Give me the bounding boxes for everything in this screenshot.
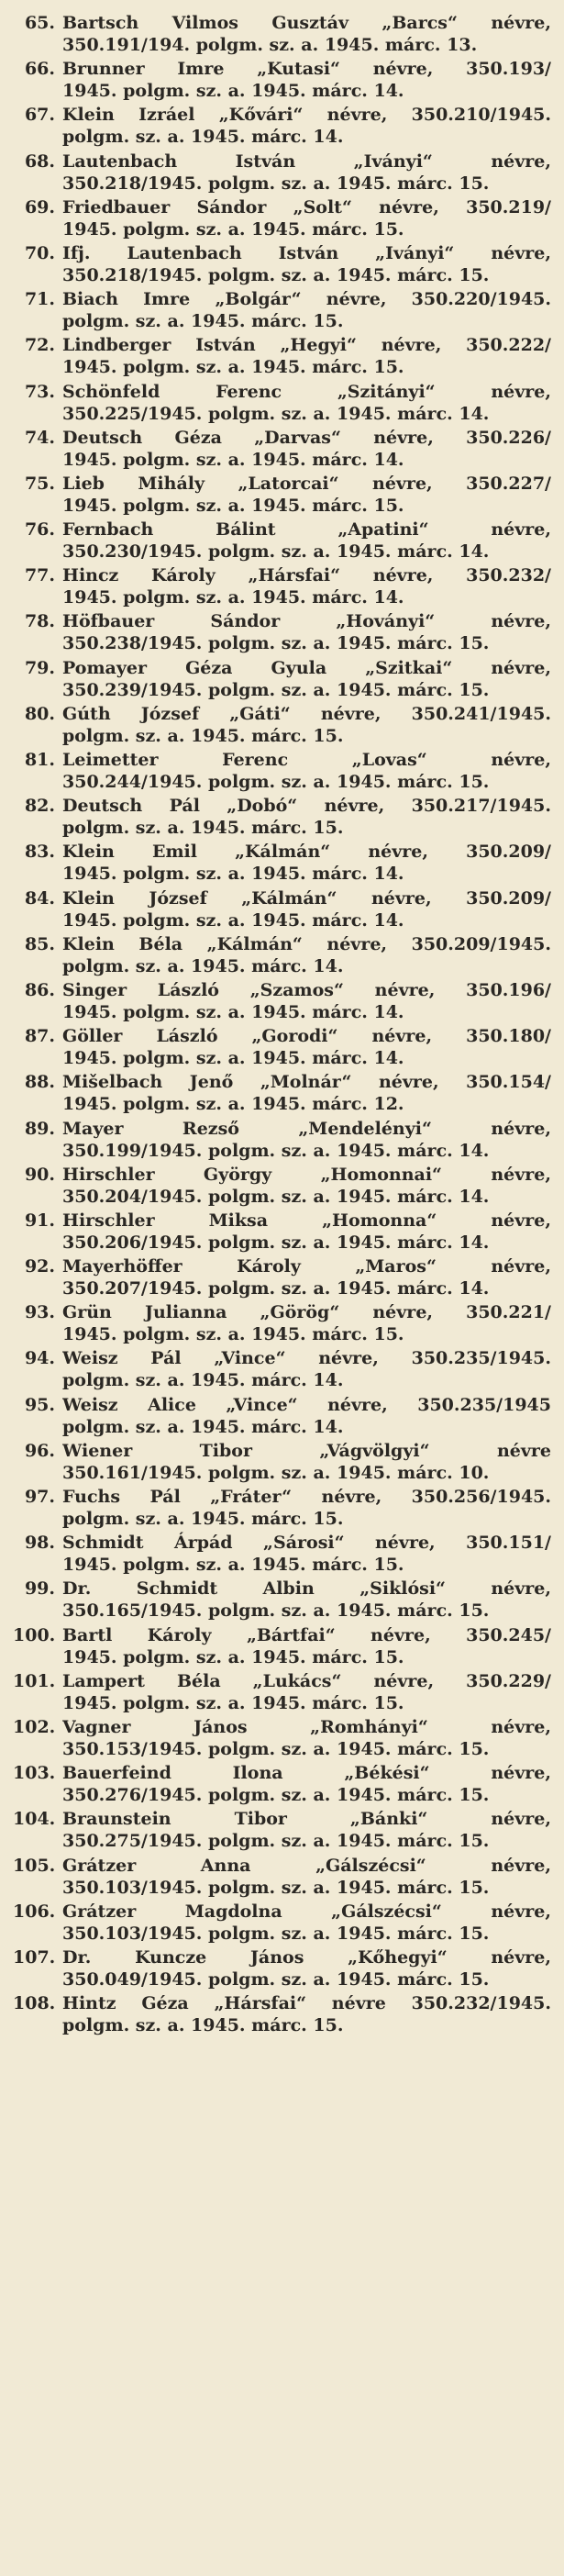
entry-number: 66. (24, 59, 55, 80)
entry-line-1: Grátzer Magdolna „Gálszécsi“ névre, (62, 1901, 551, 1922)
entry-line-1: Hincz Károly „Hársfai“ névre, 350.232/ (62, 565, 551, 586)
list-item (13, 1346, 551, 1392)
entry-number: 105. (13, 1855, 56, 1876)
entry-number: 67. (24, 105, 55, 126)
entry-line-2: polgm. sz. a. 1945. márc. 14. (62, 955, 344, 976)
entry-line-1: Klein Izráel „Kővári“ névre, 350.210/1945. (62, 105, 551, 126)
entry-line-2: 350.244/1945. polgm. sz. a. 1945. márc. 15. (62, 772, 490, 792)
entry-text (62, 657, 551, 702)
entry-line-2: 350.218/1945. polgm. sz. a. 1945. márc. 15. (62, 264, 490, 285)
entry-line-1: Gúth József „Gáti“ névre, 350.241/1945. (62, 703, 551, 724)
entry-line-1: Hintz Géza „Hársfai“ névre 350.232/1945. (62, 1993, 551, 2014)
entry-number: 98. (24, 1533, 55, 1554)
list-item (13, 103, 551, 149)
entry-number: 90. (24, 1164, 55, 1185)
entry-number: 88. (24, 1072, 55, 1093)
entry-line-2: 350.238/1945. polgm. sz. a. 1945. márc. 15. (62, 633, 490, 654)
entry-number: 70. (24, 242, 55, 263)
entry-line-2: 350.049/1945. polgm. sz. a. 1945. márc. 15. (62, 1968, 490, 1990)
entry-number: 99. (24, 1578, 55, 1600)
entry-line-2: polgm. sz. a. 1945. márc. 15. (62, 818, 344, 839)
entry-number: 100. (13, 1624, 56, 1645)
entry-line-1: Hirschler György „Homonnai“ névre, (62, 1164, 551, 1185)
entry-line-2: 350.199/1945. polgm. sz. a. 1945. márc. 14. (62, 1140, 490, 1161)
entry-line-2: 350.230/1945. polgm. sz. a. 1945. márc. 14. (62, 541, 490, 563)
list-item (13, 472, 551, 518)
list-item (13, 1209, 551, 1255)
entry-number: 77. (24, 565, 55, 586)
entry-number: 96. (24, 1440, 55, 1461)
entry-number: 84. (24, 887, 55, 909)
entry-number: 92. (24, 1256, 55, 1277)
entry-line-2: polgm. sz. a. 1945. márc. 14. (62, 1370, 344, 1391)
entry-text (62, 196, 551, 241)
entry-line-1: Schönfeld Ferenc „Szitányi“ névre, (62, 381, 551, 402)
entry-text (62, 1255, 551, 1300)
entry-line-1: Hirschler Miksa „Homonna“ névre, (62, 1210, 551, 1231)
entry-line-1: Dr. Schmidt Albin „Siklósi“ névre, (62, 1578, 551, 1600)
entry-line-2: 1945. polgm. sz. a. 1945. márc. 14. (62, 1048, 404, 1069)
entry-text (62, 703, 551, 748)
entry-number: 94. (24, 1348, 55, 1369)
entry-line-1: Mayerhöffer Károly „Maros“ névre, (62, 1256, 551, 1277)
entry-text (62, 887, 551, 932)
entry-text (62, 1394, 551, 1439)
entry-text (62, 242, 551, 287)
entry-number: 86. (24, 979, 55, 1000)
entry-number: 89. (24, 1118, 55, 1139)
entry-line-2: 1945. polgm. sz. a. 1945. márc. 15. (62, 218, 404, 240)
entry-line-2: polgm. sz. a. 1945. márc. 15. (62, 725, 344, 746)
entry-line-2: 350.206/1945. polgm. sz. a. 1945. márc. 14. (62, 1232, 490, 1253)
list-item (13, 1807, 551, 1853)
entry-line-2: 1945. polgm. sz. a. 1945. márc. 14. (62, 864, 404, 885)
list-item (13, 1163, 551, 1209)
entry-line-1: Weisz Alice „Vince“ névre, 350.235/1945 (62, 1394, 551, 1415)
entry-number: 106. (13, 1901, 56, 1922)
entry-text (62, 933, 551, 978)
entry-line-2: polgm. sz. a. 1945. márc. 14. (62, 127, 344, 148)
entry-line-2: 1945. polgm. sz. a. 1945. márc. 14. (62, 449, 404, 470)
list-item (13, 1393, 551, 1439)
list-item (13, 887, 551, 932)
entry-text (62, 1901, 551, 1946)
list-item (13, 840, 551, 886)
entry-line-2: 350.153/1945. polgm. sz. a. 1945. márc. 15. (62, 1738, 490, 1759)
entry-line-2: 350.165/1945. polgm. sz. a. 1945. márc. 15. (62, 1600, 490, 1622)
list-item (13, 702, 551, 748)
list-item (13, 1531, 551, 1577)
entry-line-1: Klein Béla „Kálmán“ névre, 350.209/1945. (62, 933, 551, 954)
entry-text (62, 1716, 551, 1761)
entry-text (62, 1946, 551, 1991)
entry-number: 73. (24, 381, 55, 402)
list-item (13, 748, 551, 794)
entry-text (62, 1808, 551, 1853)
entry-number: 83. (24, 842, 55, 863)
entry-line-1: Grün Julianna „Görög“ névre, 350.221/ (62, 1302, 551, 1323)
list-item (13, 1300, 551, 1346)
entry-line-2: 1945. polgm. sz. a. 1945. márc. 15. (62, 1555, 404, 1576)
entry-line-2: 350.207/1945. polgm. sz. a. 1945. márc. 14. (62, 1278, 490, 1299)
entry-line-1: Braunstein Tibor „Bánki“ névre, (62, 1809, 551, 1830)
entry-line-2: 1945. polgm. sz. a. 1945. márc. 15. (62, 1692, 404, 1713)
entry-number: 103. (13, 1763, 56, 1784)
list-item (13, 1900, 551, 1946)
list-item (13, 609, 551, 655)
entry-line-1: Schmidt Árpád „Sárosi“ névre, 350.151/ (62, 1533, 551, 1554)
list-item (13, 195, 551, 241)
list-item (13, 518, 551, 563)
entry-text (62, 610, 551, 655)
entry-line-1: Bartl Károly „Bártfai“ névre, 350.245/ (62, 1624, 551, 1645)
list-item (13, 1255, 551, 1300)
entry-line-2: 350.218/1945. polgm. sz. a. 1945. márc. 15. (62, 173, 490, 194)
entry-number: 80. (24, 703, 55, 724)
entry-line-2: 350.275/1945. polgm. sz. a. 1945. márc. 15. (62, 1831, 490, 1852)
entry-text (62, 288, 551, 333)
list-item (13, 656, 551, 702)
list-item (13, 241, 551, 287)
entry-number: 65. (24, 13, 55, 33)
entry-line-2: 1945. polgm. sz. a. 1945. márc. 15. (62, 1324, 404, 1345)
entry-line-2: 350.103/1945. polgm. sz. a. 1945. márc. 15. (62, 1923, 490, 1944)
entry-line-1: Wiener Tibor „Vágvölgyi“ névre (62, 1440, 551, 1461)
entry-line-1: Ifj. Lautenbach István „Iványi“ névre, (62, 242, 551, 263)
list-item (13, 794, 551, 840)
entry-line-1: Vagner János „Romhányi“ névre, (62, 1716, 551, 1737)
entry-line-1: Dr. Kuncze János „Kőhegyi“ névre, (62, 1946, 551, 1968)
entry-number: 69. (24, 196, 55, 217)
entry-line-2: polgm. sz. a. 1945. márc. 15. (62, 2015, 344, 2036)
entry-text (62, 104, 551, 149)
entry-text (62, 1440, 551, 1485)
list-item (13, 11, 551, 57)
entry-text (62, 1210, 551, 1255)
list-item (13, 1485, 551, 1531)
entry-text (62, 795, 551, 840)
entry-number: 72. (24, 335, 55, 356)
entry-line-1: Singer László „Szamos“ névre, 350.196/ (62, 979, 551, 1000)
entry-line-2: 350.204/1945. polgm. sz. a. 1945. márc. 14. (62, 1186, 490, 1207)
entry-line-1: Lindberger István „Hegyi“ névre, 350.222/ (62, 335, 551, 356)
list-item (13, 563, 551, 609)
entry-line-1: Grátzer Anna „Gálszécsi“ névre, (62, 1855, 551, 1876)
entry-number: 93. (24, 1302, 55, 1323)
entry-line-1: Klein Emil „Kálmán“ névre, 350.209/ (62, 842, 551, 863)
entry-line-1: Bartsch Vilmos Gusztáv „Barcs“ névre, (62, 13, 551, 33)
entry-line-1: Höfbauer Sándor „Hoványi“ névre, (62, 611, 551, 632)
entry-text (62, 841, 551, 886)
entry-number: 79. (24, 657, 55, 678)
list-item (13, 1070, 551, 1116)
entry-line-2: 350.103/1945. polgm. sz. a. 1945. márc. 15. (62, 1877, 490, 1898)
entry-text (62, 1578, 551, 1623)
list-item (13, 380, 551, 426)
entry-text (62, 1025, 551, 1070)
entry-text (62, 749, 551, 794)
list-item (13, 1623, 551, 1669)
list-item (13, 150, 551, 195)
entry-line-2: 350.161/1945. polgm. sz. a. 1945. márc. 10. (62, 1462, 490, 1483)
list-item (13, 57, 551, 103)
entry-number: 85. (24, 933, 55, 954)
list-item (13, 932, 551, 978)
list-item (13, 978, 551, 1024)
entry-text (62, 519, 551, 563)
entry-text (62, 1164, 551, 1209)
entry-text (62, 151, 551, 195)
entry-text (62, 334, 551, 379)
entry-line-2: polgm. sz. a. 1945. márc. 15. (62, 1509, 344, 1529)
entry-text (62, 1118, 551, 1163)
entry-text (62, 1670, 551, 1715)
entry-number: 74. (24, 427, 55, 448)
entry-line-2: 350.276/1945. polgm. sz. a. 1945. márc. 15. (62, 1785, 490, 1806)
entry-line-1: Weisz Pál „Vince“ névre, 350.235/1945. (62, 1348, 551, 1369)
entry-line-1: Lautenbach István „Iványi“ névre, (62, 151, 551, 172)
list-item (13, 1117, 551, 1163)
entry-line-1: Göller László „Gorodi“ névre, 350.180/ (62, 1026, 551, 1047)
list-item (13, 1946, 551, 1991)
entry-number: 97. (24, 1487, 55, 1507)
entry-number: 95. (24, 1394, 55, 1415)
entry-line-1: Fernbach Bálint „Apatini“ névre, (62, 519, 551, 541)
list-item (13, 333, 551, 379)
entry-text (62, 1624, 551, 1669)
entry-text (62, 473, 551, 518)
entry-number: 102. (13, 1716, 56, 1737)
entry-line-2: 1945. polgm. sz. a. 1945. márc. 14. (62, 587, 404, 608)
entry-line-1: Mayer Rezső „Mendelényi“ névre, (62, 1118, 551, 1139)
entry-line-2: 1945. polgm. sz. a. 1945. márc. 14. (62, 1001, 404, 1022)
entry-line-2: 350.239/1945. polgm. sz. a. 1945. márc. 15. (62, 679, 490, 700)
list-item (13, 426, 551, 472)
entry-line-1: Brunner Imre „Kutasi“ névre, 350.193/ (62, 59, 551, 80)
list-item (13, 1577, 551, 1623)
entry-line-1: Mišelbach Jenő „Molnár“ névre, 350.154/ (62, 1072, 551, 1093)
list-item (13, 1715, 551, 1761)
entry-number: 87. (24, 1026, 55, 1047)
entry-line-1: Deutsch Pál „Dobó“ névre, 350.217/1945. (62, 796, 551, 817)
list-item (13, 1024, 551, 1070)
entry-line-2: polgm. sz. a. 1945. márc. 15. (62, 311, 344, 332)
list-item (13, 1761, 551, 1807)
entry-text (62, 1071, 551, 1116)
entry-line-1: Fuchs Pál „Fráter“ névre, 350.256/1945. (62, 1487, 551, 1507)
entry-line-2: 1945. polgm. sz. a. 1945. márc. 12. (62, 1094, 404, 1115)
list-item (13, 1669, 551, 1715)
entry-line-1: Lampert Béla „Lukács“ névre, 350.229/ (62, 1670, 551, 1691)
entry-line-2: 1945. polgm. sz. a. 1945. márc. 14. (62, 909, 404, 931)
entry-text (62, 1486, 551, 1531)
entry-line-2: 350.225/1945. polgm. sz. a. 1945. márc. 14. (62, 403, 490, 424)
entry-line-1: Pomayer Géza Gyula „Szitkai“ névre, (62, 657, 551, 678)
entry-text (62, 427, 551, 472)
entry-text (62, 12, 551, 57)
entry-line-2: 1945. polgm. sz. a. 1945. márc. 15. (62, 357, 404, 378)
list-item (13, 1439, 551, 1485)
entry-line-2: 1945. polgm. sz. a. 1945. márc. 14. (62, 81, 404, 102)
entry-line-1: Lieb Mihály „Latorcai“ névre, 350.227/ (62, 473, 551, 494)
entry-text (62, 1347, 551, 1392)
entry-number: 82. (24, 796, 55, 817)
list-item (13, 1854, 551, 1900)
list-item (13, 287, 551, 333)
entry-text (62, 1762, 551, 1807)
entry-line-1: Bauerfeind Ilona „Békési“ névre, (62, 1763, 551, 1784)
entry-number: 101. (13, 1670, 56, 1691)
entry-text (62, 58, 551, 103)
entry-number: 81. (24, 750, 55, 770)
entry-line-1: Friedbauer Sándor „Solt“ névre, 350.219/ (62, 196, 551, 217)
entry-text (62, 381, 551, 426)
entry-line-1: Deutsch Géza „Darvas“ névre, 350.226/ (62, 427, 551, 448)
entry-number: 75. (24, 473, 55, 494)
entry-list (13, 11, 551, 2037)
entry-number: 108. (13, 1993, 56, 2014)
entry-line-1: Leimetter Ferenc „Lovas“ névre, (62, 750, 551, 770)
entry-number: 76. (24, 519, 55, 541)
entry-line-1: Klein József „Kálmán“ névre, 350.209/ (62, 887, 551, 909)
entry-line-2: 350.191/194. polgm. sz. a. 1945. márc. 13. (62, 35, 478, 55)
entry-line-2: 1945. polgm. sz. a. 1945. márc. 15. (62, 1646, 404, 1667)
entry-line-2: 1945. polgm. sz. a. 1945. márc. 15. (62, 495, 404, 516)
list-item (13, 1991, 551, 2037)
entry-line-2: polgm. sz. a. 1945. márc. 14. (62, 1416, 344, 1437)
entry-text (62, 1992, 551, 2037)
entry-number: 71. (24, 289, 55, 310)
entry-number: 78. (24, 611, 55, 632)
entry-text (62, 979, 551, 1024)
entry-number: 104. (13, 1809, 56, 1830)
entry-number: 68. (24, 151, 55, 172)
entry-text (62, 564, 551, 609)
entry-number: 91. (24, 1210, 55, 1231)
entry-number: 107. (13, 1946, 56, 1968)
entry-text (62, 1855, 551, 1900)
entry-text (62, 1301, 551, 1346)
entry-text (62, 1532, 551, 1577)
entry-line-1: Biach Imre „Bolgár“ névre, 350.220/1945. (62, 289, 551, 310)
